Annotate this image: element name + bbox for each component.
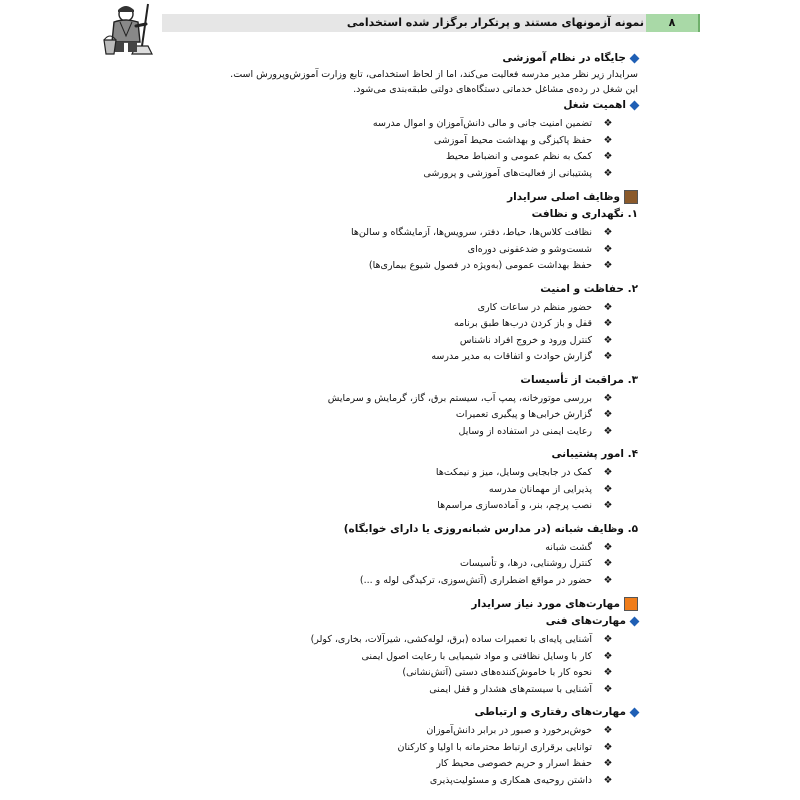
fleuron-bullet-icon: ❖	[603, 260, 613, 271]
list-item-text: گزارش حوادث و اتفاقات به مدیر مدرسه	[431, 351, 592, 362]
list-item	[178, 407, 638, 424]
list-item-text: نصب پرچم، بنر، و آماده‌سازی مراسم‌ها	[437, 500, 592, 511]
fleuron-bullet-icon: ❖	[603, 574, 613, 586]
list-item-text: پذیرایی از مهمانان مدرسه	[488, 483, 592, 495]
fleuron-bullet-icon: ❖	[603, 500, 613, 511]
list-item	[178, 756, 638, 773]
list-item	[178, 682, 638, 699]
list-item-text: تضمین امنیت جانی و مالی دانش‌آموزان و اموال مدرسه	[372, 118, 592, 129]
list-item	[178, 498, 638, 515]
list-item-text: حفظ بهداشت عمومی (به‌ویژه در فصول شیوع بیماری‌ها)	[368, 260, 592, 271]
list-item	[178, 391, 638, 408]
behavioral-skills-heading	[178, 704, 638, 721]
position-heading	[178, 50, 638, 67]
fleuron-bullet-icon: ❖	[603, 134, 613, 146]
technical-skills-heading	[178, 613, 638, 630]
list-item	[178, 225, 638, 242]
position-line: این شغل در رده‌ی مشاغل خدماتی دستگاه‌های دولتی طبقه‌بندی می‌شود.	[353, 84, 638, 95]
behavioral-skills-heading-text: مهارت‌های رفتاری و ارتباطی	[474, 706, 626, 718]
duties-heading	[178, 188, 638, 206]
duty-group-list	[178, 225, 638, 275]
list-item-text: رعایت ایمنی در استفاده از وسایل	[458, 425, 592, 437]
list-item-text: کمک در جابجایی وسایل، میز و نیمکت‌ها	[435, 467, 592, 478]
fleuron-bullet-icon: ❖	[603, 741, 613, 753]
list-item-text: آشنایی با سیستم‌های هشدار و قفل ایمنی	[429, 683, 592, 695]
list-item-text: کار با وسایل نظافتی و مواد شیمیایی با رعایت اصول ایمنی	[361, 650, 592, 662]
position-heading-text: جایگاه در نظام آموزشی	[502, 52, 626, 64]
list-item	[178, 349, 638, 366]
page-number: ۸	[646, 14, 700, 32]
content	[178, 50, 638, 795]
diamond-bullet-icon	[630, 617, 640, 627]
list-item-text: کنترل ورود و خروج افراد ناشناس	[459, 334, 592, 346]
list-item	[178, 133, 638, 150]
list-item	[178, 242, 638, 259]
fleuron-bullet-icon: ❖	[603, 725, 613, 736]
brown-square-icon	[624, 190, 638, 204]
diamond-bullet-icon	[630, 101, 640, 111]
fleuron-bullet-icon: ❖	[603, 667, 613, 678]
duty-group-title: ۴. امور پشتیبانی	[551, 448, 638, 460]
fleuron-bullet-icon: ❖	[603, 683, 613, 695]
list-item	[178, 258, 638, 275]
diamond-bullet-icon	[630, 708, 640, 718]
fleuron-bullet-icon: ❖	[603, 425, 613, 437]
duty-group-list	[178, 540, 638, 590]
duties-heading-text: وظایف اصلی سرایدار	[507, 191, 620, 203]
list-item-text: نظافت کلاس‌ها، حیاط، دفتر، سرویس‌ها، آزمایشگاه و سالن‌ها	[351, 227, 592, 238]
duty-group-title: ۵. وظایف شبانه (در مدارس شبانه‌روزی یا دارای خوابگاه)	[343, 522, 638, 535]
list-item-text: توانایی برقراری ارتباط محترمانه با اولیا و کارکنان	[397, 741, 592, 753]
skills-heading-text: مهارت‌های مورد نیاز سرایدار	[471, 598, 620, 610]
fleuron-bullet-icon: ❖	[603, 118, 613, 129]
importance-list	[178, 116, 638, 182]
fleuron-bullet-icon: ❖	[603, 558, 613, 569]
list-item	[178, 465, 638, 482]
fleuron-bullet-icon: ❖	[603, 392, 613, 404]
fleuron-bullet-icon: ❖	[603, 758, 613, 769]
list-item-text: آشنایی پایه‌ای با تعمیرات ساده (برق، لوله‌کشی، شیرآلات، بخاری، کولر)	[310, 634, 592, 645]
list-item	[178, 632, 638, 649]
list-item	[178, 116, 638, 133]
importance-heading-text: اهمیت شغل	[563, 99, 626, 111]
list-item	[178, 723, 638, 740]
duty-group-title: ۱. نگهداری و نظافت	[531, 208, 638, 220]
list-item-text: حفظ اسرار و حریم خصوصی محیط کار	[436, 758, 592, 769]
list-item	[178, 556, 638, 573]
list-item-text: حضور در مواقع اضطراری (آتش‌سوزی، ترکیدگی لوله و ...)	[359, 574, 592, 586]
fleuron-bullet-icon: ❖	[603, 227, 613, 238]
list-item-text: گشت شبانه	[545, 541, 592, 553]
list-item	[178, 424, 638, 441]
position-line: سرایدار زیر نظر مدیر مدرسه فعالیت می‌کند، اما از لحاظ استخدامی، تابع وزارت آموزش‌وپرورش است.	[230, 69, 638, 80]
list-item	[178, 573, 638, 590]
behavioral-skills-list	[178, 723, 638, 789]
position-paragraph	[178, 67, 638, 97]
fleuron-bullet-icon: ❖	[603, 409, 613, 420]
technical-skills-list	[178, 632, 638, 698]
duty-group-title: ۲. حفاظت و امنیت	[540, 282, 638, 295]
list-item	[178, 300, 638, 317]
list-item	[178, 649, 638, 666]
list-item-text: حفظ پاکیزگی و بهداشت محیط آموزشی	[433, 134, 592, 146]
list-item	[178, 482, 638, 499]
fleuron-bullet-icon: ❖	[603, 334, 613, 346]
fleuron-bullet-icon: ❖	[603, 351, 613, 362]
list-item-text: شست‌وشو و ضدعفونی دوره‌ای	[467, 243, 592, 255]
technical-skills-heading-text: مهارت‌های فنی	[545, 615, 626, 627]
header-title: نمونه آزمونهای مستند و پرتکرار برگزار شده استخدامی	[346, 16, 644, 29]
list-item-text: کمک به نظم عمومی و انضباط محیط	[446, 151, 592, 162]
list-item-text: حضور منظم در ساعات کاری	[477, 301, 592, 313]
list-item-text: داشتن روحیه‌ی همکاری و مسئولیت‌پذیری	[429, 774, 592, 786]
fleuron-bullet-icon: ❖	[603, 151, 613, 162]
list-item-text: کنترل روشنایی، درها، و تأسیسات	[459, 558, 592, 569]
orange-square-icon	[624, 597, 638, 611]
fleuron-bullet-icon: ❖	[603, 243, 613, 255]
janitor-illustration-icon	[102, 2, 158, 56]
fleuron-bullet-icon: ❖	[603, 167, 613, 179]
list-item-text: گزارش خرابی‌ها و پیگیری تعمیرات	[455, 409, 592, 420]
importance-heading	[178, 97, 638, 114]
list-item-text: نحوه کار با خاموش‌کننده‌های دستی (آتش‌نشانی)	[402, 667, 592, 678]
fleuron-bullet-icon: ❖	[603, 541, 613, 553]
list-item	[178, 665, 638, 682]
fleuron-bullet-icon: ❖	[603, 483, 613, 495]
duty-group-list	[178, 300, 638, 366]
list-item	[178, 149, 638, 166]
list-item-text: بررسی موتورخانه، پمپ آب، سیستم برق، گاز، گرمایش و سرمایش	[327, 392, 592, 404]
list-item-text: خوش‌برخورد و صبور در برابر دانش‌آموزان	[426, 725, 592, 736]
list-item	[178, 333, 638, 350]
fleuron-bullet-icon: ❖	[603, 650, 613, 662]
list-item	[178, 740, 638, 757]
fleuron-bullet-icon: ❖	[603, 318, 613, 329]
fleuron-bullet-icon: ❖	[603, 634, 613, 645]
skills-heading	[178, 595, 638, 613]
fleuron-bullet-icon: ❖	[603, 467, 613, 478]
list-item-text: پشتیبانی از فعالیت‌های آموزشی و پرورشی	[423, 167, 592, 179]
list-item	[178, 166, 638, 183]
fleuron-bullet-icon: ❖	[603, 301, 613, 313]
diamond-bullet-icon	[630, 54, 640, 64]
list-item	[178, 773, 638, 790]
list-item-text: قفل و باز کردن درب‌ها طبق برنامه	[454, 318, 592, 329]
duty-group-list	[178, 391, 638, 441]
duty-group-list	[178, 465, 638, 515]
fleuron-bullet-icon: ❖	[603, 774, 613, 786]
duty-group-title: ۳. مراقبت از تأسیسات	[520, 373, 638, 386]
list-item	[178, 316, 638, 333]
list-item	[178, 540, 638, 557]
